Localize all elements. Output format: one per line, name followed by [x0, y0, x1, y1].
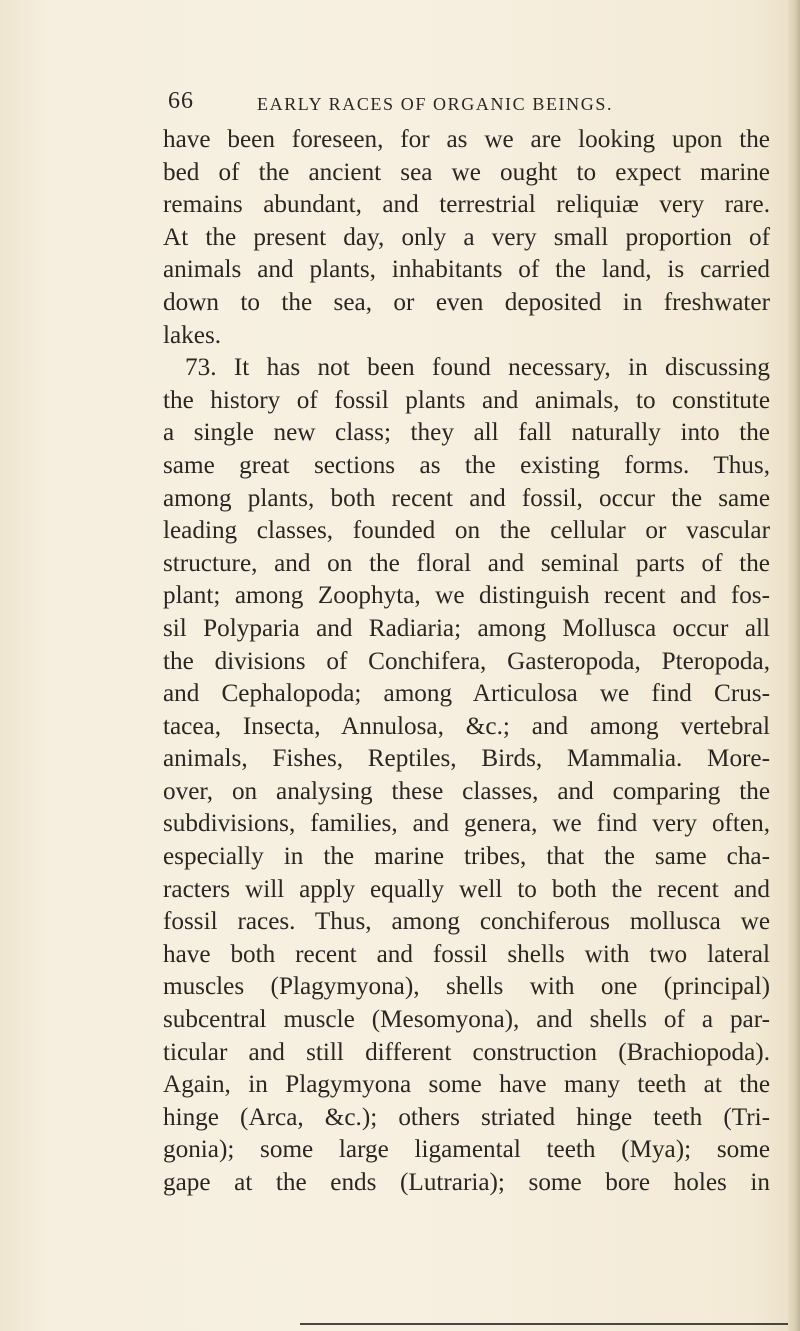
text-line: the history of fossil plants and animals, to constitute [163, 386, 770, 414]
text-line: plant; among Zoophyta, we distinguish recent and fos- [163, 582, 770, 610]
text-line: At the present day, only a very small proportion of [163, 223, 770, 251]
text-line: have both recent and fossil shells with two lateral [163, 940, 770, 968]
text-line: animals, Fishes, Reptiles, Birds, Mammalia. More- [163, 745, 770, 773]
text-line: ticular and still different construction (Brachiopoda). [163, 1038, 770, 1066]
text-line: subdivisions, families, and genera, we find very often, [163, 810, 770, 838]
text-line: over, on analysing these classes, and comparing the [163, 777, 770, 805]
text-line: and Cephalopoda; among Articulosa we find Crus- [163, 680, 770, 708]
text-line: tacea, Insecta, Annulosa, &c.; and among vertebral [163, 712, 770, 740]
text-line: animals and plants, inhabitants of the land, is carried [163, 256, 770, 284]
text-line: down to the sea, or even deposited in freshwater [163, 288, 770, 316]
bottom-border-line [300, 1323, 788, 1325]
text-line: a single new class; they all fall naturally into the [163, 419, 770, 447]
running-head: EARLY RACES OF ORGANIC BEINGS. [257, 94, 614, 114]
body-text [163, 124, 770, 1200]
text-line: remains abundant, and terrestrial reliquiæ very rare. [163, 191, 770, 219]
page-header [150, 88, 770, 122]
text-line: among plants, both recent and fossil, occur the same [163, 484, 770, 512]
text-line: have been foreseen, for as we are looking upon the [163, 126, 770, 153]
text-line: gape at the ends (Lutraria); some bore holes in [163, 1169, 770, 1196]
page-number: 66 [168, 88, 194, 114]
text-line: muscles (Plagymyona), shells with one (principal) [163, 973, 770, 1001]
text-line: the divisions of Conchifera, Gasteropoda, Pteropoda, [163, 647, 770, 675]
text-line: especially in the marine tribes, that the same cha- [163, 843, 770, 871]
text-line: structure, and on the floral and seminal parts of the [163, 549, 770, 577]
text-line: gonia); some large ligamental teeth (Mya); some [163, 1136, 770, 1164]
text-line: Again, in Plagymyona some have many teeth at the [163, 1071, 770, 1099]
text-line: lakes. [163, 321, 222, 349]
text-line: same great sections as the existing forms. Thus, [163, 451, 770, 479]
text-line: bed of the ancient sea we ought to expect marine [163, 158, 770, 186]
text-line: sil Polyparia and Radiaria; among Mollusca occur all [163, 614, 770, 642]
text-line: racters will apply equally well to both the recent and [163, 875, 770, 903]
text-line: hinge (Arca, &c.); others striated hinge teeth (Tri- [163, 1103, 770, 1131]
text-line: fossil races. Thus, among conchiferous mollusca we [163, 908, 770, 936]
text-line: leading classes, founded on the cellular or vascular [163, 517, 770, 545]
paragraph-start: 73. It has not been found necessary, in discussing [185, 354, 770, 382]
page-edge-shadow [788, 0, 800, 1331]
text-line: subcentral muscle (Mesomyona), and shells of a par- [163, 1006, 770, 1034]
